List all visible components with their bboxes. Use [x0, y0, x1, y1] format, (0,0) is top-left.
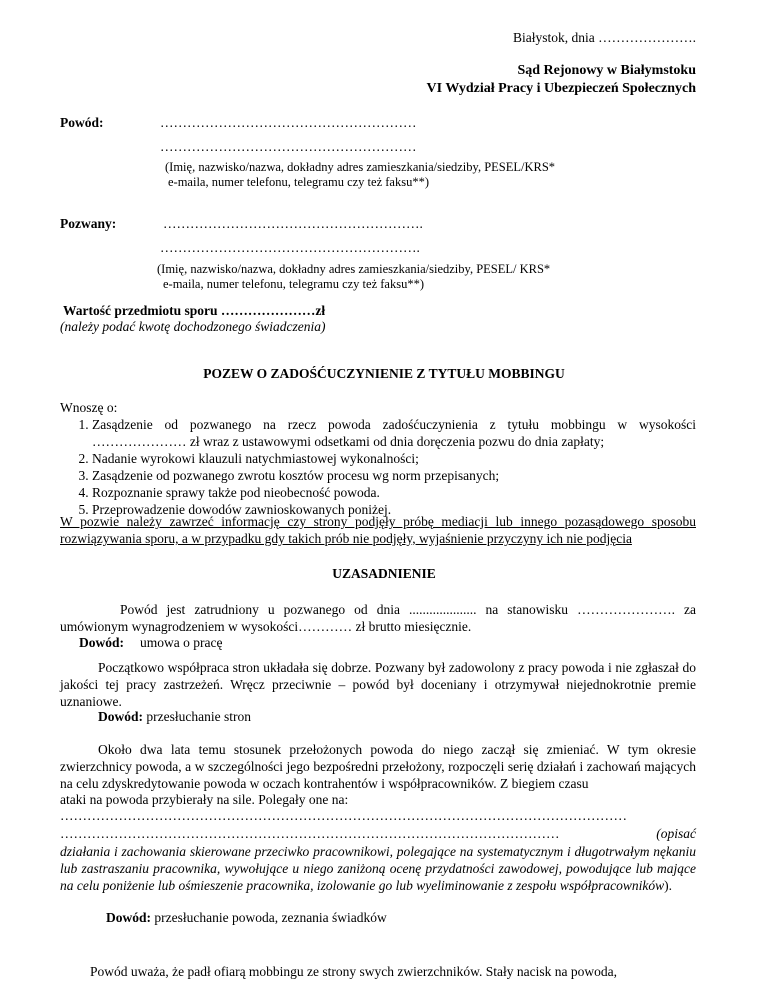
request-item: 5. Przeprowadzenie dowodów zawnioskowanych poniżej. [92, 501, 696, 518]
paragraph-attacks: Około dwa lata temu stosunek przełożonych powoda do niego zaczął się zmieniać. W tym okresie zwierzchnicy powoda, a w szczególności jego bezpośredni przełożony, rozpoczęli serię działań i zachowań mających na celu zdyskredytowanie powoda w oczach kontrahentów i współpracowników. Z biegiem czasu [60, 742, 696, 791]
proof-text: przesłuchanie stron [146, 709, 251, 724]
request-intro: Wnoszę o: [60, 400, 118, 415]
request-item: 4. Rozpoznanie sprawy także pod nieobecność powoda. [92, 484, 696, 501]
paragraph-mobbing: Powód uważa, że padł ofiarą mobbingu ze strony swych zwierzchników. Stały nacisk na powoda, [90, 964, 617, 979]
request-list [60, 416, 696, 518]
defendant-note-2: e-maila, numer telefonu, telegramu czy też faksu**) [163, 277, 424, 291]
paragraph-cooperation: Początkowo współpraca stron układała się dobrze. Pozwany był zadowolony z pracy powoda i nie zgłaszał do jakości tej pracy zastrzeżeń. Wręcz przeciwnie – powód był doceniany i otrzymywał niejednokrotnie premie uznaniowe. [60, 660, 696, 709]
defendant-dots-1: …………………………………………………. [163, 216, 423, 231]
plaintiff-label: Powód: [60, 115, 104, 130]
proof-cooperation [98, 709, 251, 725]
attacks-description-italic: działania i zachowania skierowane przeciwko pracownikowi, polegające na systematycznym i długotrwałym nękaniu lub zastraszaniu pracownika, wywołujące u niego zaniżoną ocenę przydatności zawodowej, powodujące lub mające na celu poniżenie lub ośmieszenie pracownika, izolowanie go lub wyeliminowanie z zespołu współpracowników [60, 844, 696, 893]
proof-label: Dowód: [79, 635, 125, 650]
defendant-label: Pozwany: [60, 216, 117, 231]
plaintiff-dots-1: ………………………………………………… [160, 115, 417, 130]
dispute-value: Wartość przedmiotu sporu …………………zł [63, 303, 326, 318]
defendant-dots-2: …………………………………………………. [160, 240, 420, 255]
paragraph-employment: Powód jest zatrudniony u pozwanego od dnia .................... na stanowisku …………………. za umówionym wynagrodzeniem w wysokości………… zł brutto miesięcznie. [60, 602, 696, 634]
proof-employment [79, 635, 222, 651]
plaintiff-dots-2: ………………………………………………… [160, 139, 417, 154]
proof-text: przesłuchanie powoda, zeznania świadków [154, 910, 387, 925]
plaintiff-note-1: (Imię, nazwisko/nazwa, dokładny adres zamieszkania/siedziby, PESEL/KRS* [165, 160, 556, 174]
plaintiff-note-2: e-maila, numer telefonu, telegramu czy też faksu**) [168, 175, 429, 189]
attacks-description [60, 843, 696, 894]
proof-attacks [106, 910, 387, 926]
attacks-describe-start: (opisać [656, 826, 696, 841]
court-division: VI Wydział Pracy i Ubezpieczeń Społecznych [426, 81, 696, 96]
justification-title: UZASADNIENIE [332, 566, 436, 581]
mediation-note: W pozwie należy zawrzeć informację czy strony podjęły próbę mediacji lub innego pozasądowego sposobu rozwiązywania sporu, a w przypadku gdy takich prób nie podjęły, wyjaśnienie przyczyny ich nie podjęcia [60, 514, 696, 546]
dispute-value-note: (należy podać kwotę dochodzonego świadczenia) [60, 319, 326, 334]
document-title: POZEW O ZADOŚĆUCZYNIENIE Z TYTUŁU MOBBINGU [203, 366, 565, 381]
court-name: Sąd Rejonowy w Białymstoku [517, 63, 696, 78]
attacks-description-end: ). [664, 878, 672, 893]
request-item: 2. Nadanie wyrokowi klauzuli natychmiastowej wykonalności; [92, 450, 696, 467]
defendant-note-1: (Imię, nazwisko/nazwa, dokładny adres zamieszkania/siedziby, PESEL/ KRS* [157, 262, 551, 276]
attacks-dots-1: ……………………………………………………………………………………………………………… [60, 808, 627, 823]
attacks-line: ataki na powoda przybierały na sile. Polegały one na: [60, 792, 349, 807]
proof-label: Dowód: [98, 709, 144, 724]
place-date: Białystok, dnia …………………. [513, 30, 696, 45]
request-item: 1. Zasądzenie od pozwanego na rzecz powoda zadośćuczynienia z tytułu mobbingu w wysokości ………………… zł wraz z ustawowymi odsetkami od dnia doręczenia pozwu do dnia zapłaty; [92, 416, 696, 450]
proof-text: umowa o pracę [140, 635, 223, 650]
attacks-dots-2: ………………………………………………………………………………………………… [60, 826, 560, 841]
proof-label: Dowód: [106, 910, 152, 925]
request-item: 3. Zasądzenie od pozwanego zwrotu kosztów procesu wg norm przepisanych; [92, 467, 696, 484]
